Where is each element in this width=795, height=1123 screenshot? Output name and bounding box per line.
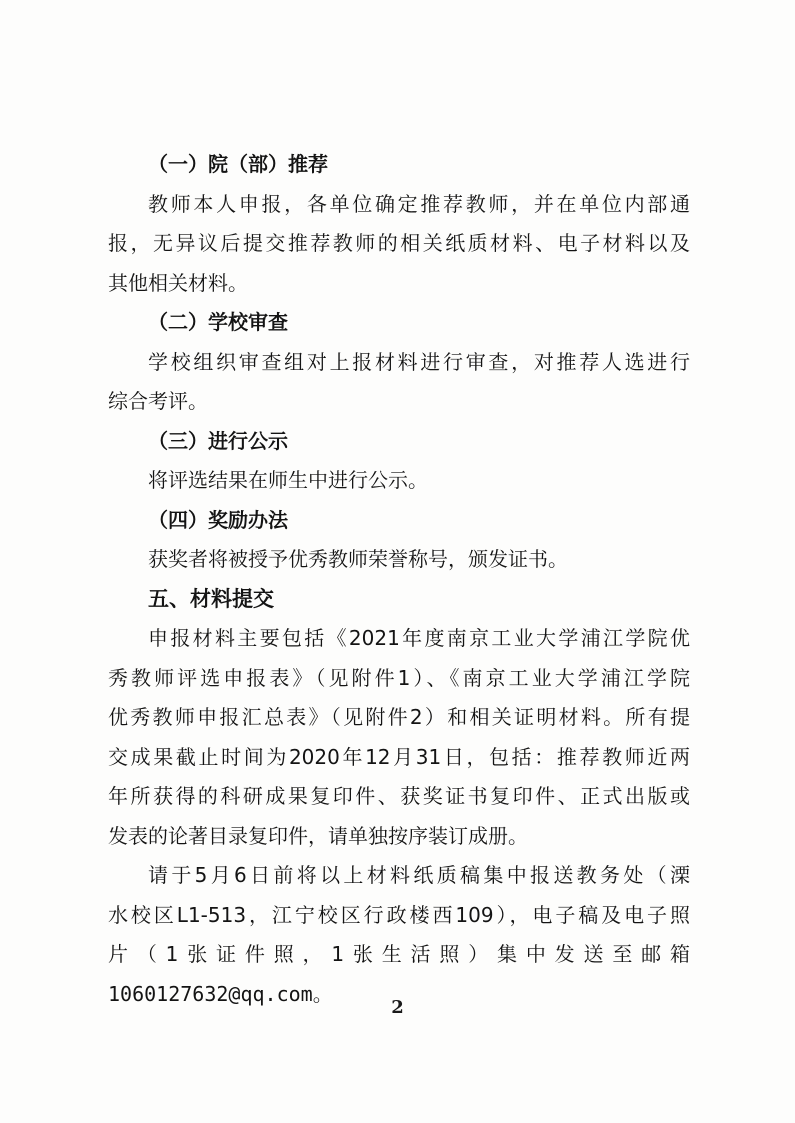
paragraph-line: 交成果截止时间为2020年12月31日，包括：推荐教师近两	[108, 744, 690, 769]
paragraph-line: 发表的论著目录复印件，请单独按序装订成册。	[108, 823, 528, 848]
paragraph-line: 片（1张证件照，1张生活照）集中发送至邮箱	[108, 942, 690, 966]
paragraph-line: 申报材料主要包括《2021年度南京工业大学浦江学院优	[148, 626, 690, 650]
section-heading-reward: （四）奖励办法	[148, 507, 288, 532]
paragraph-line: 优秀教师申报汇总表》（见附件2）和相关证明材料。所有提	[108, 705, 690, 729]
paragraph-line: 综合考评。	[108, 389, 208, 413]
document-body	[108, 145, 690, 1014]
paragraph-line: 报，无异议后提交推荐教师的相关纸质材料、电子材料以及	[108, 231, 690, 255]
paragraph-line: 请于5月6日前将以上材料纸质稿集中报送教务处（溧	[148, 863, 690, 887]
section-heading-recommend: （一）院（部）推荐	[148, 152, 328, 176]
section-heading-materials: 五、材料提交	[148, 586, 274, 611]
paragraph-line: 获奖者将被授予优秀教师荣誉称号，颁发证书。	[148, 547, 568, 571]
paragraph-line: 将评选结果在师生中进行公示。	[148, 468, 428, 492]
paragraph-line: 秀教师评选申报表》（见附件1）、《南京工业大学浦江学院	[108, 665, 690, 690]
section-heading-publicity: （三）进行公示	[148, 428, 288, 453]
email-address: 1060127632@qq.com。	[108, 981, 333, 1006]
section-heading-review: （二）学校审查	[148, 310, 288, 334]
paragraph-line: 学校组织审查组对上报材料进行审查，对推荐人选进行	[148, 349, 690, 374]
paragraph-line: 其他相关材料。	[108, 270, 248, 295]
paragraph-line: 年所获得的科研成果复印件、获奖证书复印件、正式出版或	[108, 784, 690, 808]
page-number: 2	[391, 997, 404, 1018]
paragraph-line: 教师本人申报，各单位确定推荐教师，并在单位内部通	[148, 191, 690, 216]
paragraph-line: 水校区L1-513，江宁校区行政楼西109），电子稿及电子照	[108, 902, 690, 927]
